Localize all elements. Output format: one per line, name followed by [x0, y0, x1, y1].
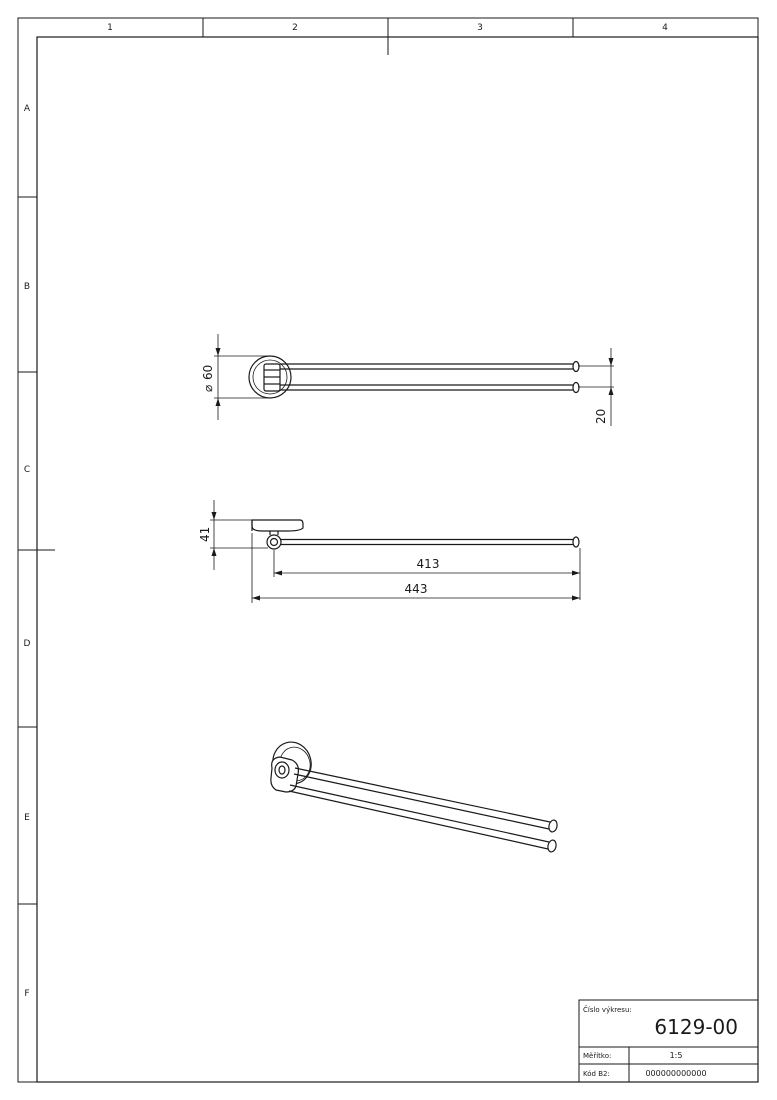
code-label: Kód B2:	[583, 1070, 610, 1078]
zone-column-4: 4	[662, 23, 668, 33]
dimension-length-413: 413	[416, 557, 440, 571]
dimension-diameter-60: 60	[201, 364, 215, 380]
scale-value: 1:5	[669, 1051, 683, 1060]
isometric-view	[268, 738, 558, 853]
top-view	[249, 356, 579, 398]
inner-frame	[37, 37, 758, 1082]
side-view-dimensions	[210, 500, 580, 603]
zone-row-a: A	[23, 104, 31, 114]
pivot-joint	[267, 535, 281, 549]
zone-column-1: 1	[107, 23, 113, 33]
zone-row-e: E	[24, 813, 30, 823]
zone-column-3: 3	[477, 23, 483, 33]
zone-row-f: F	[24, 989, 30, 999]
drawing-number: 6129-00	[654, 1015, 738, 1039]
zone-row-b: B	[23, 282, 31, 292]
zone-column-2: 2	[292, 23, 298, 33]
dimension-height-41: 41	[198, 526, 212, 542]
diameter-symbol: ⌀	[201, 384, 215, 392]
dimension-length-443: 443	[404, 582, 428, 596]
drawing-number-label: Číslo výkresu:	[583, 1006, 632, 1014]
scale-label: Měřítko:	[583, 1052, 612, 1060]
side-view	[252, 520, 579, 549]
outer-frame	[18, 18, 758, 1082]
dimension-spacing-20: 20	[594, 408, 608, 424]
code-value: 000000000000	[645, 1069, 707, 1078]
mounting-plate	[252, 520, 303, 531]
zone-row-d: D	[23, 639, 31, 649]
zone-row-c: C	[23, 465, 31, 475]
